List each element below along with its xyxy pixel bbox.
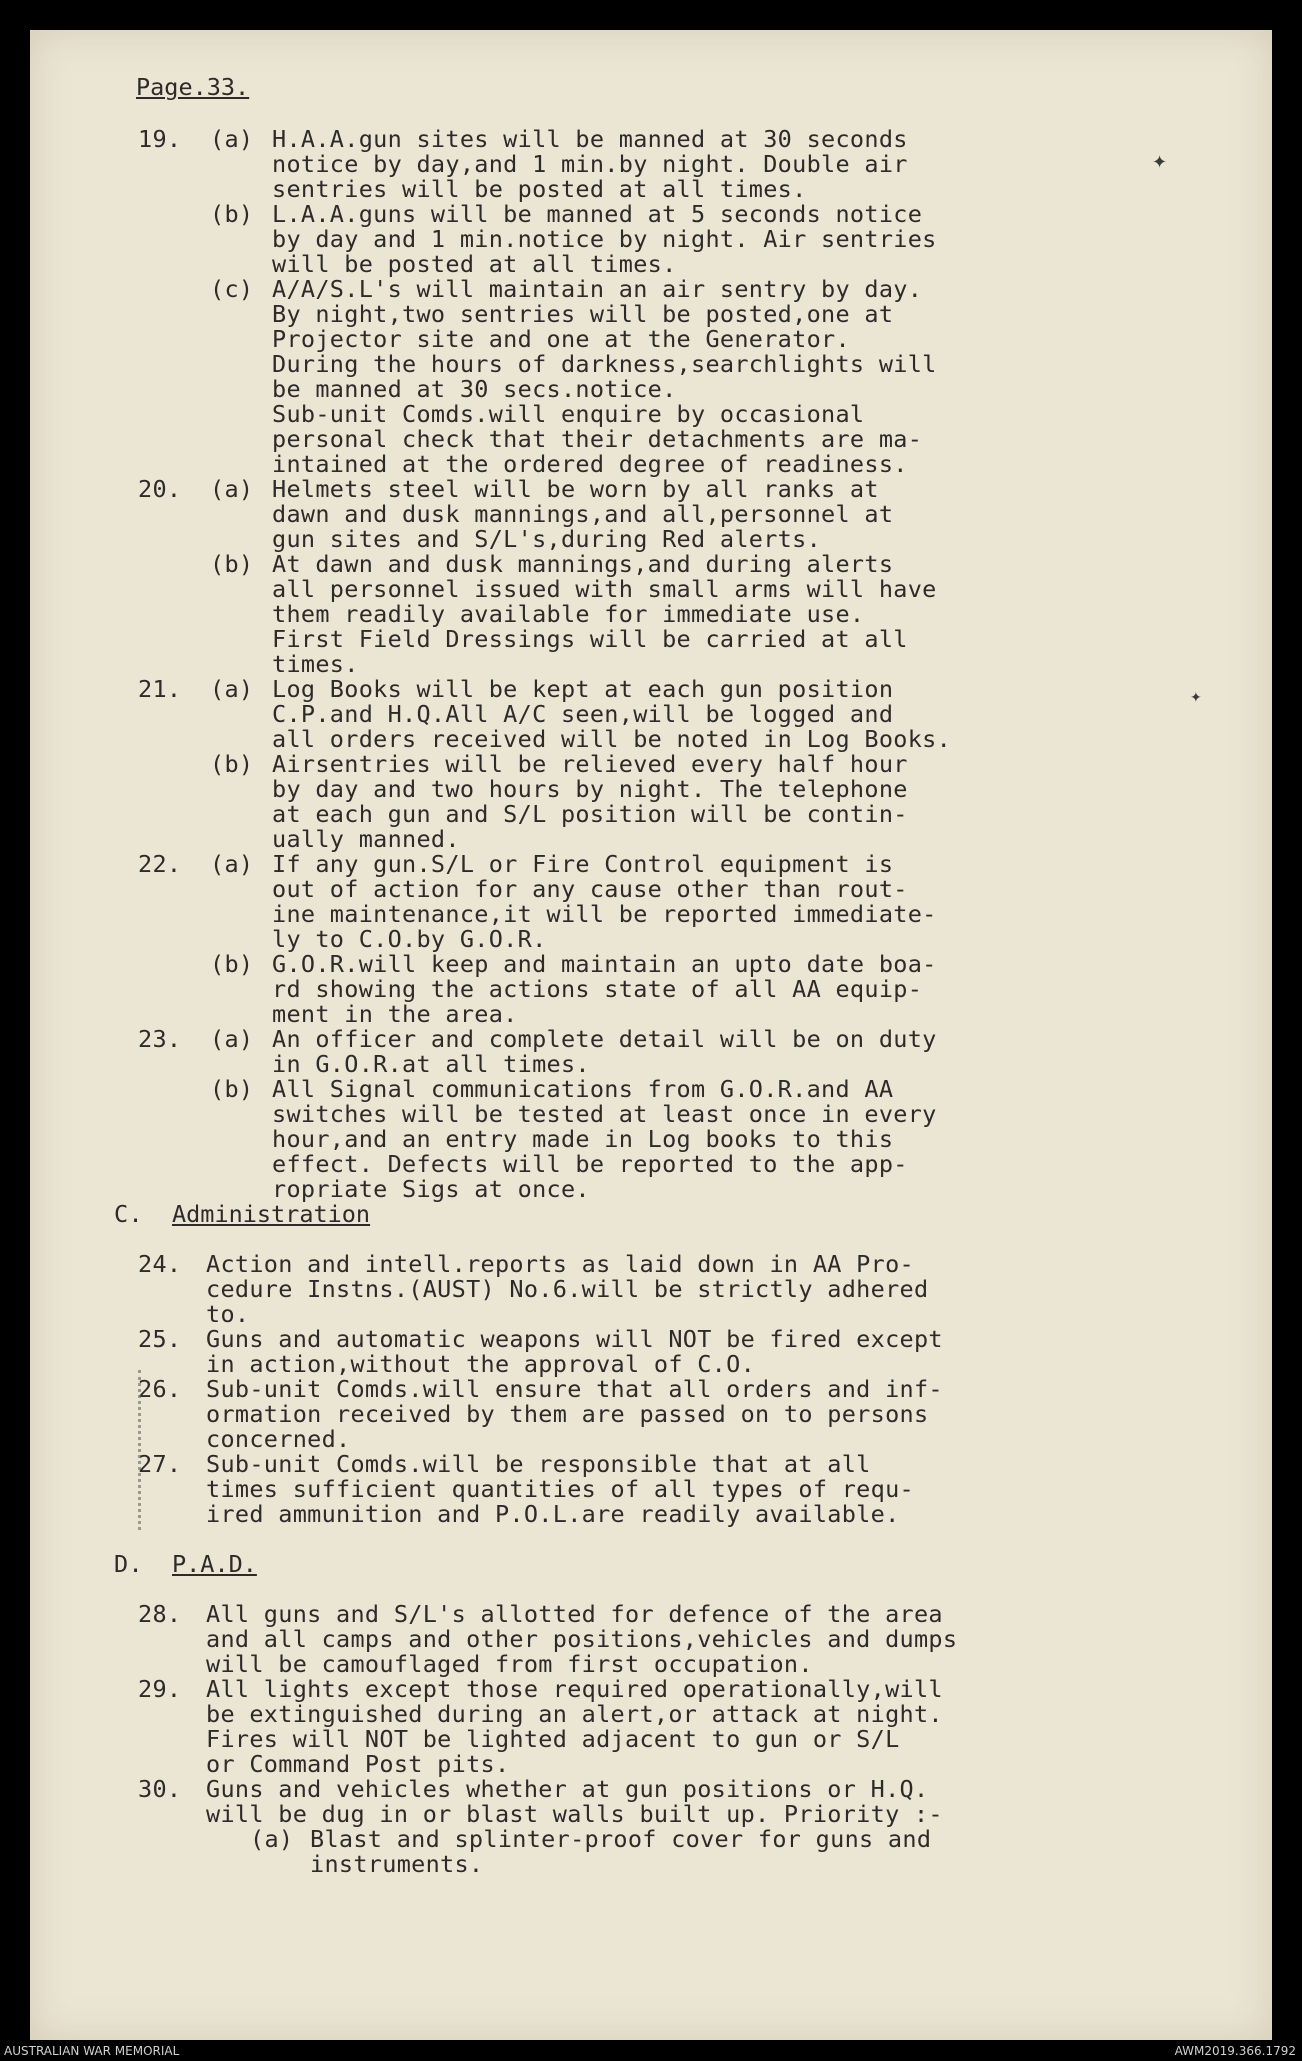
para-27-line: Sub-unit Comds.will be responsible that at all bbox=[206, 1450, 871, 1478]
footer-accession-number: AWM2019.366.1792 bbox=[1174, 2044, 1296, 2058]
para-21a-line: C.P.and H.Q.All A/C seen,will be logged and bbox=[272, 700, 894, 728]
footer-institution: AUSTRALIAN WAR MEMORIAL bbox=[4, 2044, 180, 2058]
para-19a-label: (a) bbox=[210, 125, 254, 153]
para-19c-line: By night,two sentries will be posted,one at bbox=[272, 300, 894, 328]
para-19c-line: A/A/S.L's will maintain an air sentry by day. bbox=[272, 275, 923, 303]
para-20b-line: At dawn and dusk mannings,and during alerts bbox=[272, 550, 894, 578]
para-22a-line: ine maintenance,it will be reported immediate- bbox=[272, 900, 937, 928]
para-23b-label: (b) bbox=[210, 1075, 254, 1103]
ink-mark: ✦ bbox=[1190, 690, 1202, 706]
para-24-number: 24. bbox=[138, 1250, 182, 1278]
para-20-number: 20. bbox=[138, 475, 182, 503]
para-19b-label: (b) bbox=[210, 200, 254, 228]
para-27-number: 27. bbox=[138, 1450, 182, 1478]
para-19b-line: L.A.A.guns will be manned at 5 seconds notice bbox=[272, 200, 923, 228]
para-19a-line: H.A.A.gun sites will be manned at 30 seconds bbox=[272, 125, 908, 153]
para-23b-line: All Signal communications from G.O.R.and AA bbox=[272, 1075, 894, 1103]
para-19b-line: will be posted at all times. bbox=[272, 250, 677, 278]
para-19c-line: Sub-unit Comds.will enquire by occasional bbox=[272, 400, 865, 428]
para-20a-line: gun sites and S/L's,during Red alerts. bbox=[272, 525, 822, 553]
para-21b-line: Airsentries will be relieved every half hour bbox=[272, 750, 908, 778]
para-29-line: Fires will NOT be lighted adjacent to gun or S/L bbox=[206, 1725, 900, 1753]
para-22-number: 22. bbox=[138, 850, 182, 878]
para-23b-line: switches will be tested at least once in every bbox=[272, 1100, 937, 1128]
para-22b-line: ment in the area. bbox=[272, 1000, 518, 1028]
para-27-line: ired ammunition and P.O.L.are readily available. bbox=[206, 1500, 900, 1528]
para-19c-line: Projector site and one at the Generator. bbox=[272, 325, 850, 353]
para-30a-label: (a) bbox=[250, 1825, 294, 1853]
para-23-number: 23. bbox=[138, 1025, 182, 1053]
para-26-line: Sub-unit Comds.will ensure that all orders and inf- bbox=[206, 1375, 943, 1403]
para-21a-label: (a) bbox=[210, 675, 254, 703]
para-20b-line: First Field Dressings will be carried at all bbox=[272, 625, 908, 653]
para-21b-line: ually manned. bbox=[272, 825, 460, 853]
para-19c-line: personal check that their detachments are ma- bbox=[272, 425, 923, 453]
para-20b-line: times. bbox=[272, 650, 359, 678]
para-19b-line: by day and 1 min.notice by night. Air sentries bbox=[272, 225, 937, 253]
para-19a-line: notice by day,and 1 min.by night. Double air bbox=[272, 150, 908, 178]
para-30a-line: instruments. bbox=[310, 1850, 484, 1878]
para-23b-line: hour,and an entry made in Log books to this bbox=[272, 1125, 894, 1153]
para-19-number: 19. bbox=[138, 125, 182, 153]
para-22a-line: If any gun.S/L or Fire Control equipment is bbox=[272, 850, 894, 878]
para-30a-line: Blast and splinter-proof cover for guns and bbox=[310, 1825, 932, 1853]
para-28-line: All guns and S/L's allotted for defence of the area bbox=[206, 1600, 943, 1628]
para-26-line: concerned. bbox=[206, 1425, 351, 1453]
section-c-letter: C. bbox=[114, 1200, 143, 1228]
para-28-line: will be camouflaged from first occupation. bbox=[206, 1650, 813, 1678]
para-19c-line: be manned at 30 secs.notice. bbox=[272, 375, 677, 403]
para-24-line: to. bbox=[206, 1300, 250, 1328]
para-20b-line: them readily available for immediate use. bbox=[272, 600, 865, 628]
para-21a-line: Log Books will be kept at each gun position bbox=[272, 675, 894, 703]
section-c-heading: Administration bbox=[172, 1200, 371, 1228]
para-25-line: in action,without the approval of C.O. bbox=[206, 1350, 756, 1378]
para-20a-line: Helmets steel will be worn by all ranks at bbox=[272, 475, 879, 503]
para-22a-label: (a) bbox=[210, 850, 254, 878]
page-title: Page.33. bbox=[136, 73, 250, 101]
section-d-letter: D. bbox=[114, 1550, 143, 1578]
para-20a-label: (a) bbox=[210, 475, 254, 503]
para-19c-line: During the hours of darkness,searchlights will bbox=[272, 350, 937, 378]
para-29-line: or Command Post pits. bbox=[206, 1750, 510, 1778]
para-23b-line: effect. Defects will be reported to the app- bbox=[272, 1150, 908, 1178]
para-29-number: 29. bbox=[138, 1675, 182, 1703]
para-28-number: 28. bbox=[138, 1600, 182, 1628]
para-19a-line: sentries will be posted at all times. bbox=[272, 175, 807, 203]
section-d-heading: P.A.D. bbox=[172, 1550, 257, 1578]
para-29-line: All lights except those required operationally,will bbox=[206, 1675, 943, 1703]
para-29-line: be extinguished during an alert,or attack at night. bbox=[206, 1700, 943, 1728]
para-22a-line: ly to C.O.by G.O.R. bbox=[272, 925, 547, 953]
para-25-line: Guns and automatic weapons will NOT be fired except bbox=[206, 1325, 943, 1353]
para-30-line: Guns and vehicles whether at gun positions or H.Q. bbox=[206, 1775, 929, 1803]
para-20b-label: (b) bbox=[210, 550, 254, 578]
para-21b-label: (b) bbox=[210, 750, 254, 778]
document-page bbox=[30, 30, 1272, 2040]
para-19c-label: (c) bbox=[210, 275, 254, 303]
para-21-number: 21. bbox=[138, 675, 182, 703]
para-22b-label: (b) bbox=[210, 950, 254, 978]
para-27-line: times sufficient quantities of all types of requ- bbox=[206, 1475, 914, 1503]
para-26-number: 26. bbox=[138, 1375, 182, 1403]
para-26-line: ormation received by them are passed on to persons bbox=[206, 1400, 929, 1428]
para-20b-line: all personnel issued with small arms will have bbox=[272, 575, 937, 603]
para-30-line: will be dug in or blast walls built up. Priority :- bbox=[206, 1800, 943, 1828]
para-30-number: 30. bbox=[138, 1775, 182, 1803]
para-23a-label: (a) bbox=[210, 1025, 254, 1053]
ink-mark: ✦ bbox=[1152, 152, 1168, 173]
para-23a-line: An officer and complete detail will be on duty bbox=[272, 1025, 937, 1053]
para-22a-line: out of action for any cause other than rout- bbox=[272, 875, 908, 903]
para-23b-line: ropriate Sigs at once. bbox=[272, 1175, 590, 1203]
para-24-line: cedure Instns.(AUST) No.6.will be strictly adhered bbox=[206, 1275, 929, 1303]
para-25-number: 25. bbox=[138, 1325, 182, 1353]
para-28-line: and all camps and other positions,vehicles and dumps bbox=[206, 1625, 958, 1653]
para-22b-line: G.O.R.will keep and maintain an upto date boa- bbox=[272, 950, 937, 978]
para-19c-line: intained at the ordered degree of readiness. bbox=[272, 450, 908, 478]
para-21a-line: all orders received will be noted in Log Books. bbox=[272, 725, 952, 753]
para-24-line: Action and intell.reports as laid down in AA Pro- bbox=[206, 1250, 914, 1278]
para-22b-line: rd showing the actions state of all AA equip- bbox=[272, 975, 923, 1003]
para-23a-line: in G.O.R.at all times. bbox=[272, 1050, 590, 1078]
para-21b-line: by day and two hours by night. The telephone bbox=[272, 775, 908, 803]
staple-hole-trail bbox=[138, 1370, 151, 1530]
para-20a-line: dawn and dusk mannings,and all,personnel at bbox=[272, 500, 894, 528]
para-21b-line: at each gun and S/L position will be contin- bbox=[272, 800, 908, 828]
